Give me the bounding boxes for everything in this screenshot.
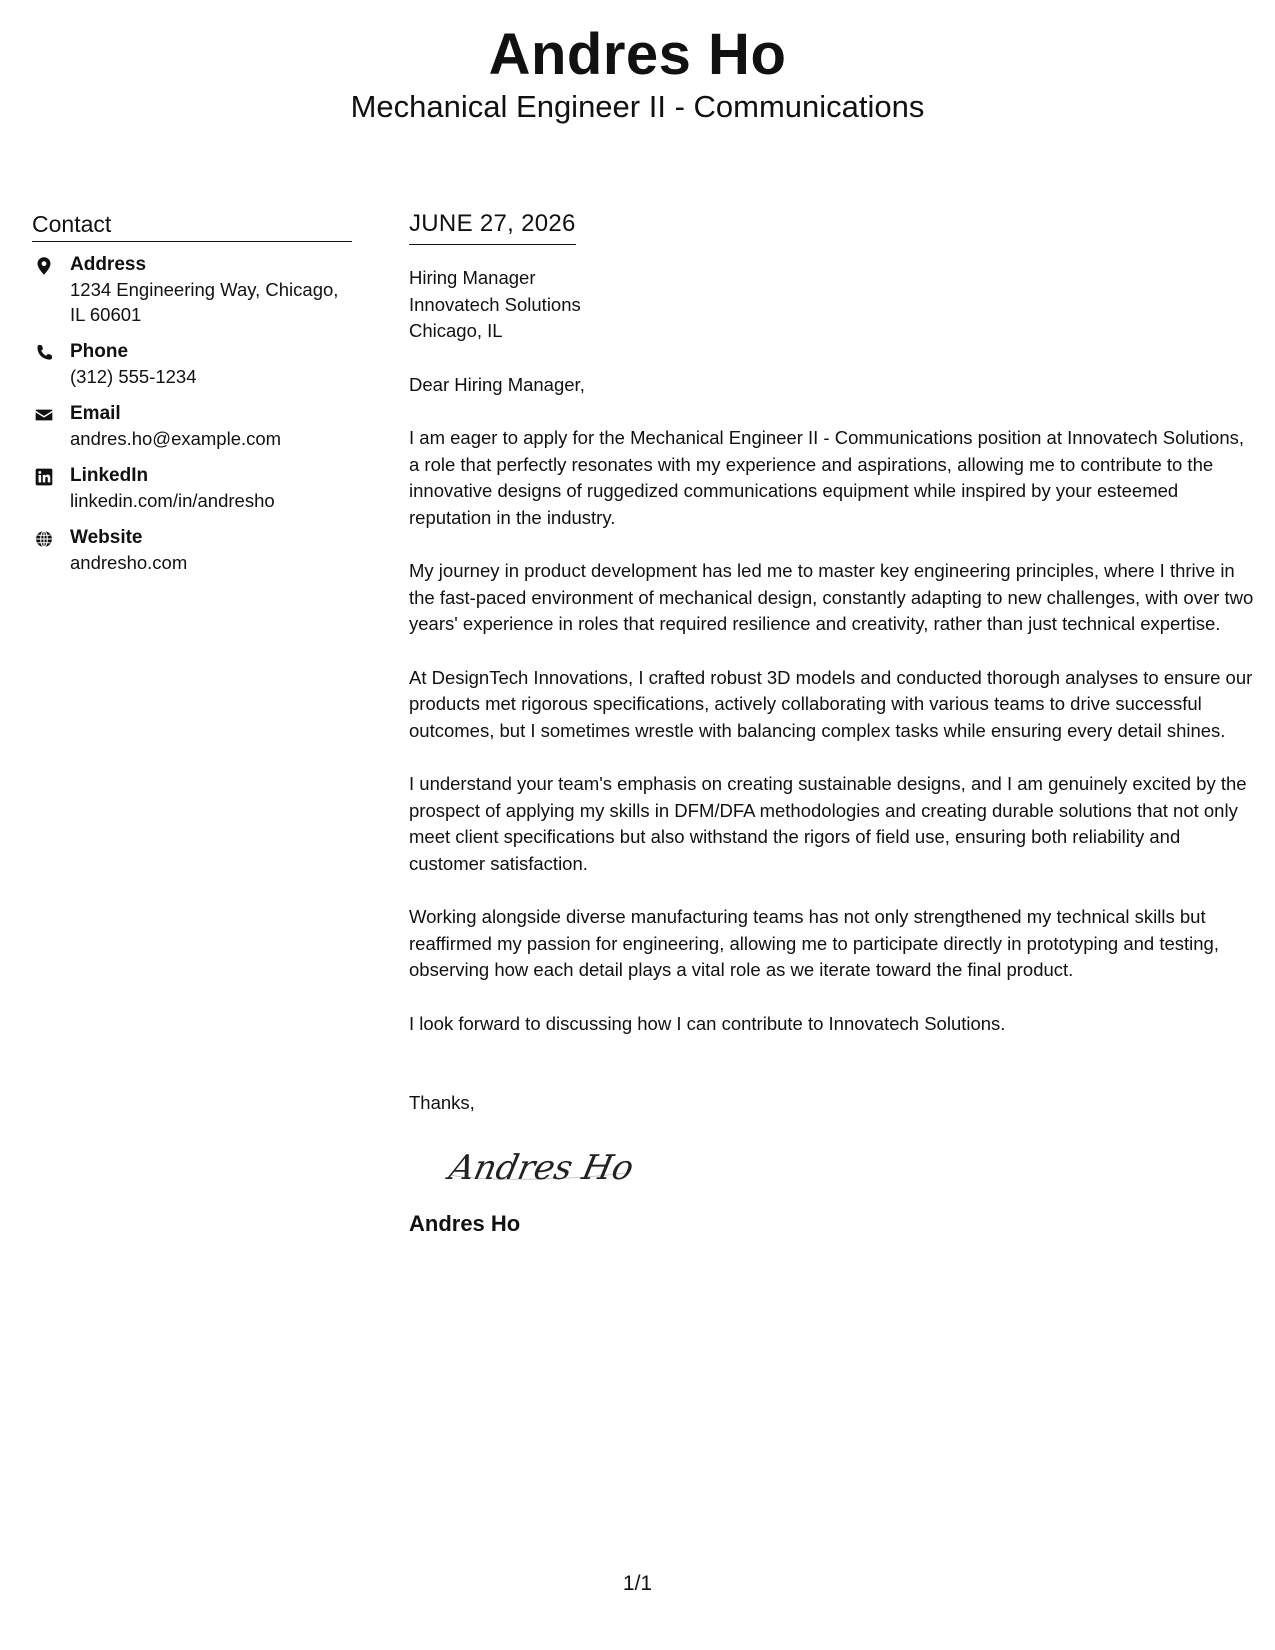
body-paragraph: I am eager to apply for the Mechanical Engineer II - Communications position at Innovatech Solutions, a role that perfectly resonates with my experience and aspirations, allowing me to contribute to the innovative designs of ruggedized communications equipment while inspired by your esteemed reputation in the industry.: [409, 427, 1245, 528]
contact-website-value: andresho.com: [70, 552, 188, 573]
signer-name: Andres Ho: [409, 1210, 521, 1236]
envelope-icon: [34, 405, 54, 425]
recipient-location: Chicago, IL: [409, 320, 503, 341]
applicant-name: Andres Ho: [488, 22, 787, 87]
letter-body: [409, 208, 1254, 1239]
contact-address-value: 1234 Engineering Way, Chicago, IL 60601: [70, 279, 339, 325]
body-paragraph: My journey in product development has led me to master key engineering principles, where I thrive in the fast-paced environment of mechanical design, constantly adapting to new challenges, with over two years' experience in roles that required resilience and creativity, rather than just technical expertise.: [409, 560, 1254, 634]
salutation: Dear Hiring Manager,: [409, 373, 585, 395]
contact-email-label: Email: [70, 403, 121, 424]
handwritten-signature: [445, 1135, 645, 1195]
phone-icon: [34, 343, 54, 363]
contact-phone-value: (312) 555-1234: [70, 366, 197, 387]
recipient-block: [409, 265, 1254, 345]
contact-email-value: andres.ho@example.com: [70, 428, 282, 449]
contact-address-label: Address: [70, 254, 147, 275]
letter-date: JUNE 27, 2026: [409, 208, 576, 245]
body-paragraph: I understand your team's emphasis on creating sustainable designs, and I am genuinely excited by the prospect of applying my skills in DFM/DFA methodologies and creating durable solutions that not only meet client specifications but also withstand the rigors of field use, ensuring both reliability and customer satisfaction.: [409, 773, 1247, 874]
page-number: 1/1: [622, 1572, 653, 1595]
linkedin-icon: [34, 467, 54, 487]
contact-heading: Contact: [32, 209, 352, 242]
contact-linkedin-value: linkedin.com/in/andresho: [70, 490, 275, 511]
body-paragraph: Working alongside diverse manufacturing teams has not only strengthened my technical skills but reaffirmed my passion for engineering, allowing me to participate directly in prototyping and testing, observing how each detail plays a vital role as we iterate toward the final product.: [409, 906, 1219, 980]
signature-glyphs: Andres Ho: [445, 1147, 638, 1188]
contact-address: [32, 252, 352, 327]
body-paragraph: At DesignTech Innovations, I crafted robust 3D models and conducted thorough analyses to ensure our products met rigorous specifications, actively collaborating with various teams to drive successful outcomes, but I sometimes wrestle with balancing complex tasks while ensuring every detail shines.: [409, 666, 1253, 741]
contact-website-label: Website: [70, 527, 143, 548]
map-pin-icon: [34, 256, 54, 276]
contact-sidebar: [32, 209, 352, 587]
contact-website: [32, 525, 352, 575]
closing: Thanks,: [409, 1092, 475, 1113]
letter-header: [0, 22, 1275, 126]
recipient-company: Innovatech Solutions: [409, 293, 581, 315]
body-paragraph: I look forward to discussing how I can contribute to Innovatech Solutions.: [409, 1012, 1006, 1034]
globe-icon: [34, 529, 54, 549]
contact-linkedin: [32, 463, 352, 513]
contact-linkedin-label: LinkedIn: [70, 465, 149, 486]
applicant-job-title: Mechanical Engineer II - Communications: [350, 89, 925, 124]
contact-phone-label: Phone: [70, 341, 129, 362]
contact-phone: [32, 339, 352, 389]
recipient-title: Hiring Manager: [409, 267, 536, 288]
contact-email: [32, 401, 352, 451]
